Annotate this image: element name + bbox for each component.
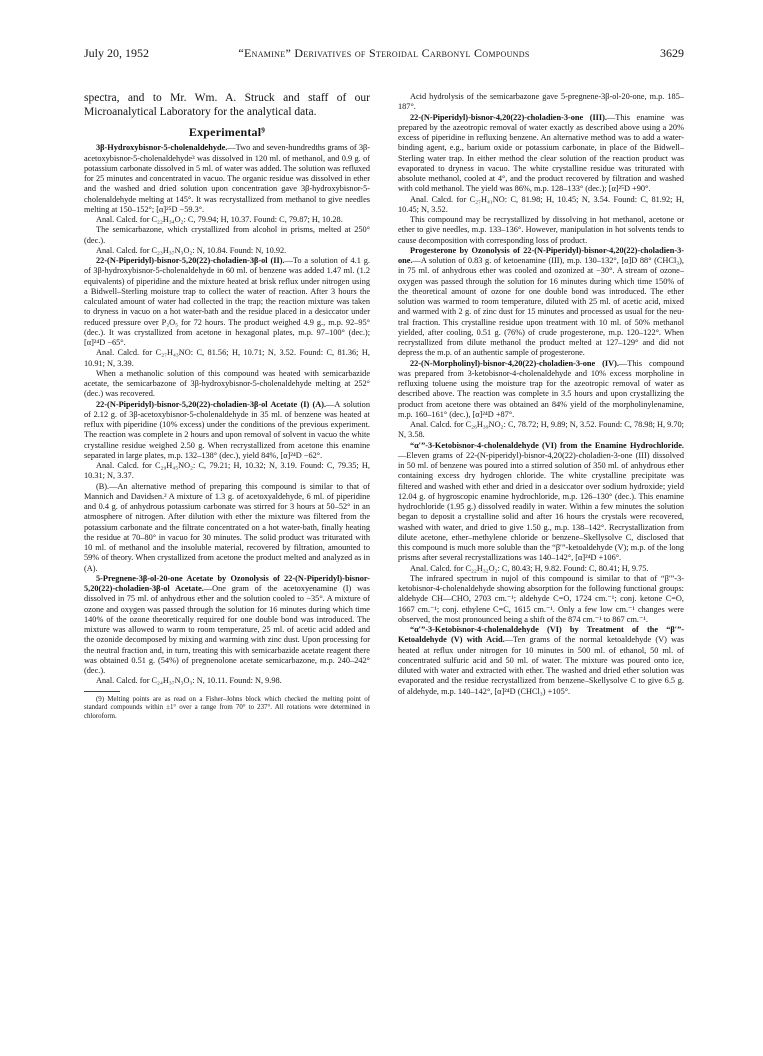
right-column <box>398 92 684 697</box>
analysis-paragraph: Anal. Calcd. for C₂₇H₄₃NO: C, 81.56; H, 10.71; N, 3.52. Found: C, 81.36; H, 10.91; N, 3.39. <box>84 348 370 368</box>
analysis-paragraph: Anal. Calcd. for C₂₂H₃₂O₂: C, 80.43; H, 9.82. Found: C, 80.41; H, 9.75. <box>410 563 649 573</box>
compound-title: 22-(N-Piperidyl)-bisnor-5,20(22)-choladien-3β-ol (II). <box>96 256 285 265</box>
paragraph: Acid hydrolysis of the semicarbazone gave 5-pregnene-3β-ol-20-one, m.p. 185–187°. <box>398 92 684 112</box>
paragraph: 22-(N-Piperidyl)-bisnor-5,20(22)-choladien-3β-ol (II).—To a solution of 4.1 g. of 3β-hydroxybisnor-5-cholenaldehyde in 60 ml. of benzene was added 1.47 ml. (1.2 equivalents) of piperidine and the mixture heated at brisk reflux under nitrogen using a Bidwell–Sterling moisture trap to collect the water of reaction. After 3 hours the calculated amount of water had collected in the trap; the reaction mixture was taken to dryness in vacuo on a hot water-bath and the residue placed in a desiccator under reduced pressure over P₂O₅ for 72 hours. The product weighed 4.9 g., m.p. 92–95° (dec.). It was crystallized from acetone in hexagonal plates, m.p. 97–100° (dec.); [α]²⁴D −65°. <box>84 256 371 347</box>
analysis-paragraph: Anal. Calcd. for C₂₉H₄₅NO₂: C, 79.21; H, 10.32; N, 3.19. Found: C, 79.35; H, 10.31; N, 3.37. <box>84 461 370 481</box>
compound-title: “α′”-3-Ketobisnor-4-cholenaldehyde (VI) by Treatment of the “β′”-Ketoaldehyde (V) with Acid. <box>398 625 684 645</box>
analysis-paragraph: Anal. Calcd. for C₂₆H₃₉NO₂: C, 78.72; H, 9.89; N, 3.52. Found: C, 78.98; H, 9.70; N, 3.58. <box>398 420 684 440</box>
compound-title: “α′”-3-Ketobisnor-4-cholenaldehyde (VI) from the Enamine Hydrochloride. <box>410 440 684 450</box>
paragraph: 3β-Hydroxybisnor-5-cholenaldehyde.—Two and seven-hundredths grams of 3β-acetoxybisnor-5-cholenaldehyde³ was dissolved in 120 ml. of methanol, and 0.9 g. of potassium carbonate dissolved in 5 ml. of water was added. The solution was refluxed for 25 minutes and concentrated in vacuo. The organic residue was dissolved in ether and the washed and dried solution upon concentration gave 3β-hydroxybisnor-5-cholenaldehyde melting at 145°. It was recrystallized from methanol to give needles melting at 150–152°; [α]²⁵D −59.3°. <box>84 143 370 214</box>
paragraph: “α′”-3-Ketobisnor-4-cholenaldehyde (VI) from the Enamine Hydrochloride.—Eleven grams of 22-(N-piperidyl)-bisnor-4,20(22)-choladien-3-one (III) dissolved in 50 ml. of benzene was poured into a stirred solution of 350 ml. of anhydrous ether containing excess dry hydrogen chloride. The white crystalline precipitate was filtered and washed with ether and dried in a desiccator over sodium hydroxide; yield 12.04 g. of hygroscopic enamine hydrochloride, m.p. 126–130° (dec.). This enamine hydrochloride (1.95 g.) dissolved readily in water. Within a few minutes the solution began to deposit a crystalline solid and after 16 hours the crystals were recovered, washed with water, and dried to give 1.50 g., m.p. 138–142°. Recrystallization from dilute acetone, ether–methylene chloride or benzene–Skellysolve C, disclosed that this compound is much more soluble than the “β′”-ketoaldehyde (V); m.p. of the long prisms after several recrystallizations was 140–142°, [α]²⁴D +106°. <box>398 440 684 563</box>
paragraph: (B).—An alternative method of preparing this compound is similar to that of Mannich and Davidsen.² A mixture of 1.3 g. of acetoxyaldehyde, 6 ml. of piperidine and 0.4 g. of anhydrous potassium carbonate was stirred for 3 hours at 50–52° in an atmosphere of nitrogen. After dilution with ether the mixture was filtered from the potassium carbonate and the filtrate concentrated on a hot water-bath, finally heating the residue at 70–80° in vacuo for 30 minutes. The solid product was triturated with 10 ml. of methanol and the insoluble material, recovered by filtration, amounted to 59% of theory. When crystallized from acetone the product melted and analyzed as in (A). <box>84 481 370 573</box>
paragraph: 5-Pregnene-3β-ol-20-one Acetate by Ozonolysis of 22-(N-Piperidyl)-bisnor-5,20(22)-choladien-3β-ol Acetate.—One gram of the acetoxyenamine (I) was dissolved in 75 ml. of anhydrous ether and the solution cooled to −35°. A mixture of ozone and oxygen was passed through the solution for 16 minutes during which time 140% of the ozone theoretically required for one double bond was introduced. The mixture was allowed to warm to room temperature, 25 ml. of acetic acid added and the ozonide decomposed by mixing and warming with zinc dust. Upon processing for the neutral fraction and, in turn, treating this with semicarbazide acetate reagent there was obtained 0.51 g. (54%) of pregnenolone acetate semicarbazone, m.p. 240–242° (dec.). <box>84 573 370 675</box>
running-title: “Enamine” Derivatives of Steroidal Carbonyl Compounds <box>238 46 530 60</box>
paragraph: 22-(N-Piperidyl)-bisnor-4,20(22)-choladien-3-one (III).—This enamine was prepared by the azeotropic removal of water exactly as described above using a 20% excess of piperidine in refluxing benzene. An alternative method was to add a water-binding agent, e.g., barium oxide or potassium carbonate, in place of the Bidwell–Sterling water trap. In either method the clear solution of the reaction product was evaporated to dryness in vacuo. The white crystalline residue was triturated with absolute methanol, cooled at 4°, and the product recovered by filtration and washed with cold methanol. The yield was 86%, m.p. 128–133° (dec.); [α]²⁵D +90°. <box>398 112 684 194</box>
page-header <box>84 46 684 62</box>
paragraph: The semicarbazone, which crystallized from alcohol in prisms, melted at 250° (dec.). <box>84 225 370 245</box>
footnote-divider <box>84 691 120 692</box>
paragraph: This compound may be recrystallized by dissolving in hot methanol, acetone or ether to give needles, m.p. 133–136°. However, manipulation in hot solvents tends to cause decomposition with corresponding loss of product. <box>398 215 684 245</box>
paragraph: When a methanolic solution of this compound was heated with semicarbazide acetate, the semicarbazone of 3β-hydroxybisnor-5-cholenaldehyde melting at 252° (dec.) was recovered. <box>84 368 370 399</box>
analysis-paragraph: Anal. Calcd. for C₂₇H₄₁NO: C, 81.98; H, 10.45; N, 3.54. Found: C, 81.92; H, 10.45; N, 3.52. <box>398 194 684 214</box>
compound-title: 22-(N-Morpholinyl)-bisnor-4,20(22)-choladien-3-one (IV). <box>410 358 619 368</box>
compound-title: Progesterone by Ozonolysis of 22-(N-Piperidyl)-bisnor-4,20(22)-choladien-3-one. <box>398 245 684 265</box>
paragraph: 22-(N-Piperidyl)-bisnor-5,20(22)-choladien-3β-ol Acetate (I) (A).—A solution of 2.12 g. of 3β-acetoxybisnor-5-cholenaldehyde in 35 ml. of benzene was heated at reflux with piperidine (10% excess) under the conditions of the previous experiment. The reaction was complete in 2 hours and upon removal of solvent in vacuo the white crystalline residue weighed 2.50 g. When recrystallized from acetone this enamine separated in large plates, m.p. 132–138° (dec.), yield 84%, [α]²⁴D −62°. <box>84 399 370 460</box>
analysis-paragraph: Anal. Calcd. for C₂₂H₃₄O₂: C, 79.94; H, 10.37. Found: C, 79.87; H, 10.28. <box>96 215 343 224</box>
paragraph: Progesterone by Ozonolysis of 22-(N-Piperidyl)-bisnor-4,20(22)-choladien-3-one.—A solution of 0.83 g. of ketoenamine (III), m.p. 130–132°, [α]D 88° (CHCl₃), in 75 ml. of anhydrous ether was cooled and ozonized at −30°. A stream of ozone–oxygen was passed through the solution for 16 minutes during which time 150% of the theoretical amount of ozone for one double bond was introduced. The ether solution was warmed to room temperature, diluted with 25 ml. of acetic acid, mixed and warmed with 2 g. of zinc dust for 15 minutes and processed as usual for the neutral fraction. This crystalline residue upon treatment with 10 ml. of 50% methanol yielded, after cooling, 0.51 g. (76%) of crude progesterone, m.p. 120–122°. When recrystallized from dilute methanol the product melted at 127–129° and did not depress the m.p. of an authentic sample of progesterone. <box>398 245 684 358</box>
footnote: (9) Melting points are as read on a Fisher–Johns block which checked the melting point of standard compounds within ±1° over a range from 70° to 237°. All rotations were determined in chloroform. <box>84 695 370 720</box>
compound-title: 22-(N-Piperidyl)-bisnor-4,20(22)-choladien-3-one (III). <box>410 112 607 122</box>
section-heading-experimental: Experimental⁹ <box>188 125 266 139</box>
page-number: 3629 <box>660 46 684 60</box>
compound-title: 5-Pregnene-3β-ol-20-one Acetate by Ozonolysis of 22-(N-Piperidyl)-bisnor-5,20(22)-choladien-3β-ol Acetate. <box>84 573 370 593</box>
compound-title: 3β-Hydroxybisnor-5-cholenaldehyde. <box>96 143 228 153</box>
journal-date: July 20, 1952 <box>84 46 150 60</box>
paragraph: 22-(N-Morpholinyl)-bisnor-4,20(22)-choladien-3-one (IV).—This compound was prepared from 3-ketobisnor-4-cholenaldehyde and 10% excess morpholine in refluxing toluene using the moisture trap for the azeotropic removal of water as described above. The reaction was complete in 3.5 hours and upon crystallizing the product from acetone there was obtained an 84% yield of the morpholinylenamine, m.p. 160–161° (dec.), [α]²⁴D +87°. <box>398 358 684 419</box>
paragraph: The infrared spectrum in nujol of this compound is similar to that of “β′”-3-ketobisnor-4-cholenaldehyde showing absorption for the following functional groups: aldehyde CH—CHO, 2703 cm.⁻¹; aldehyde C=O, 1724 cm.⁻¹; conj. ketone C=O, 1667 cm.⁻¹; conj. ethylene C=C, 1615 cm.⁻¹. Only a few low cm.⁻¹ changes were observed, the most pronounced being a shift of the 874 cm.⁻¹ to 867 cm.⁻¹. <box>398 573 684 624</box>
paragraph: “α′”-3-Ketobisnor-4-cholenaldehyde (VI) by Treatment of the “β′”-Ketoaldehyde (V) with Acid.—Ten grams of the normal ketoaldehyde (V) was heated at reflux under nitrogen for 10 minutes in 500 ml. of ethanol, 50 ml. of concentrated sulfuric acid and 50 ml. of water. The mixture was poured onto ice, diluted with water and extracted with ether. The washed and dried ether solution was evaporated and the residue recrystallized from benzene–Skellysolve C to give 6.5 g. of aldehyde, m.p. 140–142°, [α]²⁴D (CHCl₃) +105°. <box>398 625 684 696</box>
analysis-paragraph: Anal. Calcd. for C₂₃H₃₇N₃O₂: N, 10.84. Found: N, 10.92. <box>96 245 287 255</box>
analysis-paragraph: Anal. Calcd. for C₂₄H₃₇N₃O₃: N, 10.11. Found: N, 9.98. <box>96 676 282 686</box>
acknowledgment-paragraph: spectra, and to Mr. Wm. A. Struck and staff of our Microanalytical Laboratory for the analytical data. <box>84 92 370 118</box>
left-column <box>84 92 370 721</box>
compound-title: 22-(N-Piperidyl)-bisnor-5,20(22)-choladien-3β-ol Acetate (I) (A). <box>96 399 327 409</box>
